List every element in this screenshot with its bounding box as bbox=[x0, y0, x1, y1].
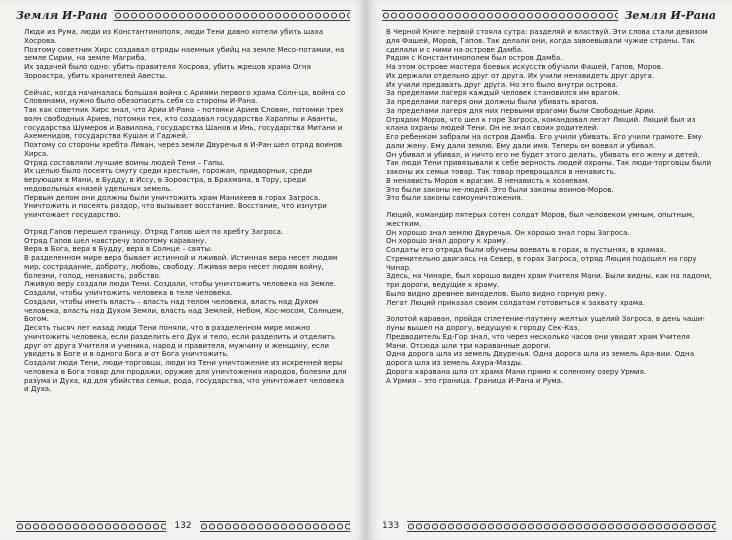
paragraph: Его ребенком забрали на остров Дамба. Его учили убивать. Его учили грамоте. Ему дали жену. Ему дали землю. Ему дали имя. Теперь он воевал и убивал. bbox=[386, 132, 702, 150]
paragraph: Их задачей было одно: убить правителя Хосрова, убить жрецов храма Огня Зороастра, убить хранителей Авесты. bbox=[24, 62, 311, 80]
paragraph: Здесь, на Чинаре, был хорошо виден храм Учителя Мани. Были видны, как на ладони, три дороги, ведущие к храму. bbox=[386, 271, 712, 289]
paragraph: А Урмия – это граница. Граница И-Рана и Рума. bbox=[386, 375, 564, 385]
paragraph: Так как советник Хирс знал, что Арии И-Рана – потомки Ариев Словян, потомки трех волн свободных Ариев, потомки тех, кто создавал государства Хараппы и Аванты, государства Шумеров и Вавилона, государства Шанов и Инь, государства Митани и Ахеменидов, государства Кушан и Гаджей. bbox=[24, 105, 344, 141]
paragraph: Так люди Тени привязывали к себе верность людей охраны. Так люди-торговцы были законы их семьи товар. Так товар превращался в ненависть. bbox=[386, 158, 712, 176]
paragraph: Это были законы самоуничтожения. bbox=[386, 193, 523, 203]
paragraph: Было видно древнее виноделов. Было видно горную реку. bbox=[386, 288, 607, 298]
paragraph: Их целью было посеять смуту среди крестьян, горожан, придворных, среди верующих в Мани, в Будду, в Иссу, в Зороастра, в Брахмана, в Тору, среди недовольных князей удельных земель. bbox=[24, 166, 313, 193]
ornament-border bbox=[382, 10, 618, 21]
paragraph: В ненависть Моров к врагам. В ненависть к хозяевам. bbox=[386, 175, 590, 185]
paragraph: В разделенном мире вера бывает истинной и лживой. Истинная вера несет людям мир, сострадание, доброту, любовь, свободу. Лживая вера несет людям войну, болезни, голод, ненависть, рабство. bbox=[24, 253, 338, 280]
paragraph: Это были законы не-людей. Это были законы воинов-Моров. bbox=[386, 184, 614, 194]
ornament-border bbox=[114, 10, 350, 21]
paragraph: Золотой караван, пройдя сплетение-паутину желтых ущелий Загроса, в день чаши-луны вышел на дорогу, ведущую к городу Сек-Каз. bbox=[386, 314, 705, 332]
page-number: 133 bbox=[382, 521, 400, 531]
ornament-border bbox=[16, 521, 166, 532]
paragraph: Он убивал и убивал, и ничто его не будет этого делать, убивать его жену и детей. bbox=[386, 149, 700, 159]
paragraph: Сейчас, когда начиналась большая война с Ариями первого храма Солн-ца, война со Словянами, нужно было обезопасить себя со стороны И-Рана. bbox=[24, 87, 346, 106]
right-page bbox=[366, 0, 732, 540]
paragraph: Люций, командир пятерых сотен солдат Моров, был человеком умным, опытным, жестким. bbox=[386, 210, 695, 228]
paragraph: Отряд Гапов перешел границу. Отряд Гапов шел по хребту Загроса. bbox=[24, 226, 284, 236]
paragraph: За пределами лагеря для них первыми врагами были Свободные Арии. bbox=[386, 105, 656, 115]
right-page-text bbox=[386, 28, 712, 385]
paragraph: Первым делом они должны были уничтожить храм Манихеев в горах Загроса. Уничтожить и посеять раздор, что вызывает восстание. Восстание, что изнутри уничтожает государство. bbox=[24, 192, 327, 219]
paragraph: Десять тысяч лет назад люди Тени поняли, что в разделенном мире можно уничтожить человека, если разделить его Дух и тело, если разделить и отделить друг от друга Учителя и ученика, народ и правителя, мужчину и женщину, если увидеть в Боге и в одного Бога и от Бога уничтожить. bbox=[24, 323, 336, 359]
paragraph: Их держали отдельно друг от друга. Их учили ненавидеть друг друга. bbox=[386, 70, 655, 80]
paragraph: В Черной Книге первой стояла сутра: разделяй и властвуй. Эти слова стали девизом для Фашей, Моров, Гапов. Так делали они, когда завоевывали чужие страны. Так сделали и с ними на острове Дамба. bbox=[386, 27, 708, 54]
paragraph: Вера в Бога, вера в Будду, вера в Солнце – святы. bbox=[24, 244, 213, 254]
left-page-text bbox=[24, 28, 350, 394]
paragraph: Создали, чтобы иметь власть – власть над телом человека, власть над Духом человека, власть над Духом Земли, власть над Землей, Небом, Кос-мосом, Солнцем, Богом. bbox=[24, 296, 344, 324]
paragraph: Люди из Рума, люди из Константинополя, люди Тени давно хотели убить шаха Хосрова. bbox=[24, 27, 324, 45]
paragraph: Их учили предавать друг друга. Но это было внутри острова. bbox=[386, 79, 618, 89]
paragraph: Лживую веру создали люди Тени. Создали, чтобы уничтожить человека на Земле. Создали, чтобы уничтожить человека в теле человека. bbox=[24, 279, 336, 297]
left-page-footer bbox=[16, 518, 350, 534]
right-page-header bbox=[382, 6, 716, 24]
paragraph: Рядом с Константинополем был остров Дамба. bbox=[386, 53, 563, 63]
paragraph: Он хорошо знал дорогу к храму. bbox=[386, 236, 509, 246]
paragraph: Отряд Гапов шел навстречу золотому каравану. bbox=[24, 235, 207, 245]
ornament-border bbox=[200, 521, 350, 532]
paragraph: Стремительно двигаясь на Север, в горах Загроса, отряд Люция подошел на гору Чинар. bbox=[386, 253, 697, 272]
ornament-border bbox=[407, 521, 716, 532]
paragraph: Создали люди Тени, люди-торговцы, люди из Тени уничтожение из искренней веры человека в Бога товар для продажи, оружие для уничтожения народов, болезни для разума и Духа, яд для убийства семьи, рода, государства, что уничтожает человека и Духа. bbox=[24, 358, 347, 394]
paragraph: Отрядом Моров, что шел к горе Загроса, командовал легат Люций. Люций был из клана охраны людей Тени. Он не знал своих родителей. bbox=[386, 114, 696, 133]
paragraph: За пределами лагеря каждый человек становился им врагом. bbox=[386, 88, 620, 98]
running-title: Земля И-Рана bbox=[624, 8, 716, 22]
paragraph: Поэтому со стороны хребта Ливан, через земли Двуречья в И-Ран шел отряд воинов Хирса. bbox=[24, 140, 343, 158]
page-number: 132 bbox=[174, 521, 192, 531]
paragraph: На этом острове мастера боевых искусств обучали Фашей, Гапов, Моров. bbox=[386, 62, 664, 71]
paragraph: Легат Люций приказал своим солдатам готовиться к захвату храма. bbox=[386, 297, 645, 307]
paragraph: Дорога каравана шла от храма Мани прямо к соленому озеру Урмия. bbox=[386, 366, 647, 376]
paragraph: Солдаты его отряда были обучены воевать в горах, в пустынях, в храмах. bbox=[386, 245, 667, 254]
right-page-footer bbox=[382, 518, 716, 534]
paragraph: Предводитель Ед-Гор знал, что через несколько часов они увидят храм Учителя Мани. Отсюда шли три караванные дороги. bbox=[386, 331, 690, 350]
paragraph: Отряд составляли лучшие воины людей Тени – Гапы. bbox=[24, 157, 225, 167]
paragraph: Поэтому советник Хирс создавал отряды наемных убийц на земле Месо-потамии, на земле Сирии, на земле Магриба. bbox=[24, 44, 345, 63]
running-title: Земля И-Рана bbox=[16, 8, 108, 22]
paragraph: Он хорошо знал землю Двуречья. Он хорошо знал горы Загроса. bbox=[386, 227, 630, 237]
left-page-header bbox=[16, 6, 350, 24]
paragraph: Одна дорога шла из земель Двуречья. Одна дорога шла из земель Ара-вии. Одна дорога шла из земель Ахура-Мазды. bbox=[386, 349, 695, 367]
paragraph: За пределами лагеря они должны были убивать врагов. bbox=[386, 97, 599, 106]
